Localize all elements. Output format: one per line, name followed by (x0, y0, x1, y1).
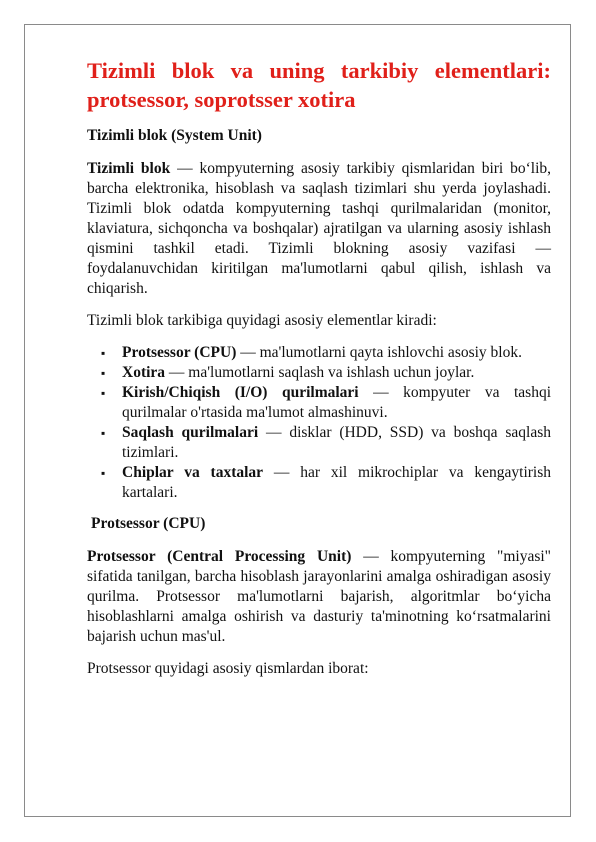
list-item-term: Xotira (122, 364, 166, 381)
list-item-text: — har xil mikrochiplar va kengaytirish kartalari. (122, 464, 551, 501)
list-item (87, 343, 551, 363)
list-item-text: — ma'lumotlarni qayta ishlovchi asosiy blok. (236, 344, 522, 361)
paragraph-cpu-parts-intro: Protsessor quyidagi asosiy qismlardan iborat: (87, 660, 369, 677)
list-item (87, 463, 551, 503)
list-item (87, 363, 551, 383)
paragraph-cpu-text: — kompyuterning "miyasi" sifatida tanilgan, barcha hisoblash jarayonlarini amalga oshiradigan asosiy qurilma. Protsessor ma'lumotlarni bajarish, algoritmlar bo‘yicha hisoblashlarni amalga oshirish va dasturiy ta'minotning ko‘rsatmalarini bajarish uchun mas'ul. (87, 548, 551, 645)
paragraph-elements-intro: Tizimli blok tarkibiga quyidagi asosiy elementlar kiradi: (87, 312, 437, 329)
elements-list (87, 343, 551, 503)
document-title: Tizimli blok va uning tarkibiy elementlari: protsessor, soprotsser xotira (87, 58, 551, 112)
bullet-icon: ▪ (101, 366, 106, 380)
bullet-icon: ▪ (101, 426, 106, 440)
bullet-icon: ▪ (101, 346, 106, 360)
term-cpu: Protsessor (Central Processing Unit) (87, 548, 352, 565)
paragraph-system-unit-text: — kompyuterning asosiy tarkibiy qismlaridan biri bo‘lib, barcha elektronika, hisoblash va saqlash tizimlari shu yerda joylashadi. Tizimli blok odatda kompyuterning tashqi qurilmalaridan (monitor, klaviatura, sichqoncha va boshqalar) ajratilgan va ularning asosiy ishlash qismini tashkil etadi. Tizimli blokning asosiy vazifasi — foydalanuvchidan kiritilgan ma'lumotlarni qabul qilish, ishlash va chiqarish. (87, 160, 551, 297)
list-item (87, 383, 551, 423)
list-item-text: — kompyuter va tashqi qurilmalar o'rtasida ma'lumot almashinuvi. (122, 384, 552, 421)
paragraph-system-unit (87, 159, 551, 299)
paragraph-cpu (87, 547, 551, 647)
list-item-term: Kirish/Chiqish (I/O) qurilmalari (122, 384, 359, 401)
list-item-term: Protsessor (CPU) (122, 344, 237, 361)
list-item (87, 423, 551, 463)
list-item-text: — disklar (HDD, SSD) va boshqa saqlash tizimlari. (122, 424, 551, 461)
term-system-unit: Tizimli blok (87, 160, 171, 177)
bullet-icon: ▪ (101, 466, 106, 480)
list-item-term: Chiplar va taxtalar (122, 464, 264, 481)
list-item-term: Saqlash qurilmalari (122, 424, 259, 441)
list-item-text: — ma'lumotlarni saqlash va ishlash uchun joylar. (165, 364, 475, 381)
document-body (87, 56, 551, 679)
section-heading-system-unit: Tizimli blok (System Unit) (87, 127, 262, 144)
bullet-icon: ▪ (101, 386, 106, 400)
section-heading-cpu: Protsessor (CPU) (91, 515, 206, 532)
